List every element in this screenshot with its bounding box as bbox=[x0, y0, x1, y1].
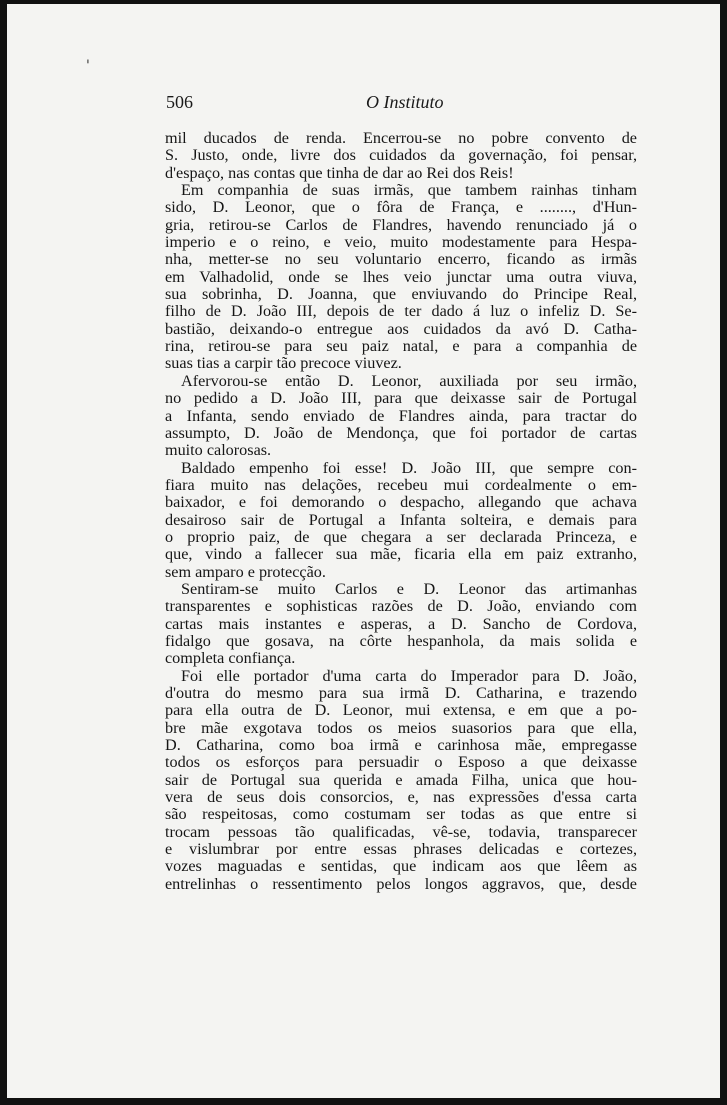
text-line: que, vindo a fallecer sua mãe, ficaria ella em paiz extranho, bbox=[165, 545, 637, 564]
text-line: completa confiança. bbox=[165, 649, 296, 668]
text-line: trocam pessoas tão qualificadas, vê-se, todavia, transparecer bbox=[165, 822, 637, 841]
text-line: a Infanta, sendo enviado de Flandres ainda, para tractar do bbox=[165, 406, 637, 425]
page-number: 506 bbox=[166, 92, 193, 112]
text-line: rina, retirou-se para seu paiz natal, e para a companhia de bbox=[165, 337, 637, 356]
text-line: em Valhadolid, onde se lhes veio junctar uma outra viuva, bbox=[165, 267, 637, 286]
stray-mark: ' bbox=[86, 58, 90, 74]
text-line: Foi elle portador d'uma carta do Imperador para D. João, bbox=[181, 666, 637, 685]
body-text bbox=[165, 130, 637, 893]
text-line: no pedido a D. João III, para que deixasse sair de Portugal bbox=[165, 389, 637, 408]
text-line: mil ducados de renda. Encerrou-se no pobre convento de bbox=[165, 129, 637, 147]
text-line: imperio e o reino, e veio, muito modestamente para Hespa- bbox=[165, 233, 637, 252]
text-line: Baldado empenho foi esse! D. João III, que sempre con- bbox=[181, 458, 637, 477]
text-line: cartas mais instantes e asperas, a D. Sancho de Cordova, bbox=[165, 614, 637, 633]
text-line: suas tias a carpir tão precoce viuvez. bbox=[165, 354, 402, 373]
text-line: sair de Portugal sua querida e amada Filha, unica que hou- bbox=[165, 770, 637, 789]
text-line: Em companhia de suas irmãs, que tambem rainhas tinham bbox=[181, 181, 637, 200]
text-line: e vislumbrar por entre essas phrases delicadas e cortezes, bbox=[165, 840, 637, 859]
book-page bbox=[7, 4, 720, 1098]
text-line: S. Justo, onde, livre dos cuidados da governação, foi pensar, bbox=[165, 146, 637, 165]
text-line: vera de seus dois consorcios, e, nas expressões d'essa carta bbox=[165, 788, 637, 807]
text-line: Sentiram-se muito Carlos e D. Leonor das artimanhas bbox=[181, 579, 637, 598]
text-line: são respeitosas, como costumam ser todas as que entre si bbox=[165, 805, 637, 824]
text-line: vozes maguadas e sentidas, que indicam aos que lêem as bbox=[165, 857, 637, 876]
text-line: sua sobrinha, D. Joanna, que enviuvando do Principe Real, bbox=[165, 285, 637, 304]
text-line: para ella outra de D. Leonor, mui extensa, e em que a po- bbox=[165, 701, 637, 720]
text-line: Afervorou-se então D. Leonor, auxiliada por seu irmão, bbox=[181, 371, 637, 390]
text-line: o proprio paiz, de que chegara a ser declarada Princeza, e bbox=[165, 527, 637, 546]
text-line: entrelinhas o ressentimento pelos longos aggravos, que, desde bbox=[165, 874, 637, 893]
text-line: fidalgo que gosava, na côrte hespanhola, da mais solida e bbox=[165, 631, 637, 650]
text-line: sem amparo e protecção. bbox=[165, 562, 326, 581]
text-line: assumpto, D. João de Mendonça, que foi portador de cartas bbox=[165, 423, 637, 442]
text-line: bastião, deixando-o entregue aos cuidados da avó D. Catha- bbox=[165, 319, 637, 338]
page-header bbox=[166, 92, 636, 114]
running-title: O Instituto bbox=[366, 92, 444, 112]
text-line: muito calorosas. bbox=[165, 441, 272, 460]
text-line: d'espaço, nas contas que tinha de dar ao Rei dos Reis! bbox=[165, 163, 514, 182]
text-line: bre mãe exgotava todos os meios suasorios para que ella, bbox=[165, 718, 637, 737]
text-line: desairoso sair de Portugal a Infanta solteira, e demais para bbox=[165, 510, 637, 529]
text-line: D. Catharina, como boa irmã e carinhosa mãe, empregasse bbox=[165, 736, 637, 755]
text-line: filho de D. João III, depois de ter dado á luz o infeliz D. Se- bbox=[165, 302, 637, 321]
text-line: gria, retirou-se Carlos de Flandres, havendo renunciado já o bbox=[165, 215, 637, 234]
text-line: todos os esforços para persuadir o Esposo a que deixasse bbox=[165, 753, 637, 772]
text-line: sido, D. Leonor, que o fôra de França, e ........, d'Hun- bbox=[165, 198, 637, 217]
text-line: d'outra do mesmo para sua irmã D. Catharina, e trazendo bbox=[165, 684, 637, 702]
text-line: nha, metter-se no seu voluntario encerro, ficando as irmãs bbox=[165, 250, 637, 269]
text-line: fiara muito nas delações, recebeu mui cordealmente o em- bbox=[165, 475, 637, 494]
text-line: transparentes e sophisticas razões de D. João, enviando com bbox=[165, 597, 637, 616]
text-line: baixador, e foi demorando o despacho, allegando que achava bbox=[165, 493, 637, 512]
